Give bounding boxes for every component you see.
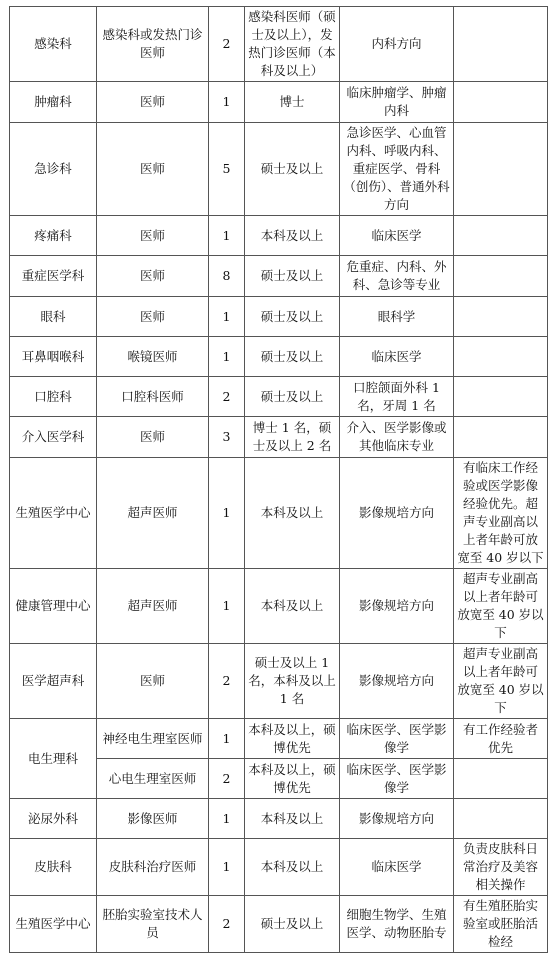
major-cell: 临床医学: [340, 337, 454, 377]
education-cell: 本科及以上: [245, 216, 340, 256]
table-row: [10, 839, 548, 896]
count-cell: 1: [209, 839, 245, 896]
count-cell: 1: [209, 297, 245, 337]
note-cell: [454, 216, 548, 256]
table-row: [10, 644, 548, 719]
major-cell: 影像规培方向: [340, 644, 454, 719]
table-row: [10, 719, 548, 759]
note-cell: 有工作经验者优先: [454, 719, 548, 759]
education-cell: 硕士及以上: [245, 297, 340, 337]
major-cell: 危重症、内科、外科、急诊等专业: [340, 256, 454, 297]
major-cell: 临床医学: [340, 839, 454, 896]
note-cell: [454, 799, 548, 839]
count-cell: 5: [209, 123, 245, 216]
major-cell: 临床肿瘤学、肿瘤内科: [340, 82, 454, 123]
education-cell: 本科及以上: [245, 839, 340, 896]
dept-cell: 口腔科: [10, 377, 97, 417]
table-row: [10, 377, 548, 417]
major-cell: 口腔颌面外科 1 名，牙周 1 名: [340, 377, 454, 417]
position-cell: 心电生理室医师: [97, 759, 209, 799]
dept-cell: 眼科: [10, 297, 97, 337]
table-row: [10, 7, 548, 82]
dept-cell: 感染科: [10, 7, 97, 82]
count-cell: 1: [209, 337, 245, 377]
major-cell: 临床医学、医学影像学: [340, 759, 454, 799]
education-cell: 本科及以上: [245, 569, 340, 644]
position-cell: 喉镜医师: [97, 337, 209, 377]
position-cell: 医师: [97, 216, 209, 256]
position-cell: 感染科或发热门诊医师: [97, 7, 209, 82]
dept-cell: 耳鼻咽喉科: [10, 337, 97, 377]
count-cell: 1: [209, 458, 245, 569]
position-cell: 超声医师: [97, 569, 209, 644]
major-cell: 介入、医学影像或其他临床专业: [340, 417, 454, 458]
education-cell: 硕士及以上: [245, 337, 340, 377]
table-row: [10, 799, 548, 839]
position-cell: 医师: [97, 297, 209, 337]
major-cell: 临床医学: [340, 216, 454, 256]
position-cell: 医师: [97, 82, 209, 123]
position-cell: 皮肤科治疗医师: [97, 839, 209, 896]
count-cell: 1: [209, 569, 245, 644]
education-cell: 感染科医师（硕士及以上），发热门诊医师（本科及以上）: [245, 7, 340, 82]
major-cell: 细胞生物学、生殖医学、动物胚胎专: [340, 896, 454, 953]
dept-cell: 急诊科: [10, 123, 97, 216]
dept-cell: 疼痛科: [10, 216, 97, 256]
count-cell: 1: [209, 216, 245, 256]
education-cell: 硕士及以上: [245, 377, 340, 417]
table-row: [10, 123, 548, 216]
table-row: [10, 82, 548, 123]
dept-cell: 生殖医学中心: [10, 896, 97, 953]
dept-cell: 医学超声科: [10, 644, 97, 719]
note-cell: 负责皮肤科日常治疗及美容相关操作: [454, 839, 548, 896]
major-cell: 影像规培方向: [340, 458, 454, 569]
major-cell: 急诊医学、心血管内科、呼吸内科、重症医学、骨科（创伤）、普通外科方向: [340, 123, 454, 216]
table-row: [10, 458, 548, 569]
table-row: [10, 297, 548, 337]
count-cell: 1: [209, 719, 245, 759]
education-cell: 本科及以上，硕博优先: [245, 759, 340, 799]
note-cell: [454, 759, 548, 799]
count-cell: 2: [209, 644, 245, 719]
major-cell: 眼科学: [340, 297, 454, 337]
table-row: [10, 337, 548, 377]
count-cell: 2: [209, 896, 245, 953]
major-cell: 影像规培方向: [340, 799, 454, 839]
note-cell: [454, 377, 548, 417]
education-cell: 本科及以上，硕博优先: [245, 719, 340, 759]
education-cell: 本科及以上: [245, 458, 340, 569]
position-cell: 医师: [97, 256, 209, 297]
table-row: [10, 417, 548, 458]
position-cell: 神经电生理室医师: [97, 719, 209, 759]
dept-cell: 泌尿外科: [10, 799, 97, 839]
dept-cell: 生殖医学中心: [10, 458, 97, 569]
note-cell: 有临床工作经验或医学影像经验优先。超声专业副高以上者年龄可放宽至 40 岁以下: [454, 458, 548, 569]
dept-cell: 电生理科: [10, 719, 97, 799]
education-cell: 博士 1 名，硕士及以上 2 名: [245, 417, 340, 458]
count-cell: 1: [209, 82, 245, 123]
position-cell: 胚胎实验室技术人员: [97, 896, 209, 953]
education-cell: 硕士及以上: [245, 896, 340, 953]
table-row: [10, 256, 548, 297]
major-cell: 内科方向: [340, 7, 454, 82]
education-cell: 博士: [245, 82, 340, 123]
count-cell: 2: [209, 759, 245, 799]
education-cell: 本科及以上: [245, 799, 340, 839]
education-cell: 硕士及以上 1 名，本科及以上 1 名: [245, 644, 340, 719]
dept-cell: 肿瘤科: [10, 82, 97, 123]
position-cell: 医师: [97, 644, 209, 719]
major-cell: 临床医学、医学影像学: [340, 719, 454, 759]
count-cell: 2: [209, 7, 245, 82]
note-cell: [454, 123, 548, 216]
note-cell: 超声专业副高以上者年龄可放宽至 40 岁以下: [454, 644, 548, 719]
major-cell: 影像规培方向: [340, 569, 454, 644]
table-row: [10, 216, 548, 256]
count-cell: 2: [209, 377, 245, 417]
count-cell: 8: [209, 256, 245, 297]
education-cell: 硕士及以上: [245, 123, 340, 216]
position-cell: 影像医师: [97, 799, 209, 839]
count-cell: 3: [209, 417, 245, 458]
note-cell: [454, 82, 548, 123]
table-row: [10, 569, 548, 644]
count-cell: 1: [209, 799, 245, 839]
recruitment-table: [9, 6, 548, 953]
dept-cell: 健康管理中心: [10, 569, 97, 644]
table-row: [10, 896, 548, 953]
dept-cell: 皮肤科: [10, 839, 97, 896]
note-cell: 超声专业副高以上者年龄可放宽至 40 岁以下: [454, 569, 548, 644]
note-cell: [454, 7, 548, 82]
note-cell: [454, 256, 548, 297]
note-cell: 有生殖胚胎实验室或胚胎活检经: [454, 896, 548, 953]
dept-cell: 重症医学科: [10, 256, 97, 297]
position-cell: 口腔科医师: [97, 377, 209, 417]
dept-cell: 介入医学科: [10, 417, 97, 458]
note-cell: [454, 297, 548, 337]
position-cell: 医师: [97, 417, 209, 458]
recruitment-table-wrapper: [9, 6, 547, 953]
note-cell: [454, 337, 548, 377]
note-cell: [454, 417, 548, 458]
position-cell: 超声医师: [97, 458, 209, 569]
position-cell: 医师: [97, 123, 209, 216]
education-cell: 硕士及以上: [245, 256, 340, 297]
